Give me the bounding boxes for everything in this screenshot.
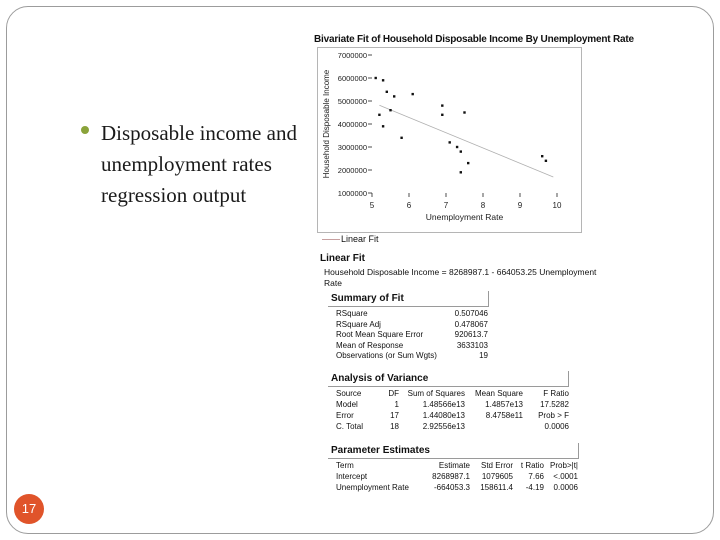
summary-heading: Summary of Fit	[331, 293, 404, 304]
data-point	[393, 95, 395, 97]
x-tick-label: 9	[517, 201, 523, 210]
summary-label: RSquare	[336, 309, 368, 318]
anova-cell: 1.48566e13	[422, 400, 465, 409]
anova-cell: 18	[390, 422, 399, 431]
data-point	[382, 79, 384, 81]
data-point	[456, 146, 458, 148]
anova-header-cell: Mean Square	[474, 389, 523, 398]
y-axis-label: Household Disposable Income	[322, 69, 331, 179]
legend-line-icon	[322, 239, 340, 240]
anova-cell: 17.5282	[540, 400, 569, 409]
x-tick-label: 5	[369, 201, 375, 210]
data-point	[375, 77, 377, 79]
fit-equation-line2: Rate	[324, 278, 342, 288]
data-point	[441, 104, 443, 106]
y-tick-label: 2000000	[337, 166, 367, 175]
params-cell: 1079605	[481, 472, 513, 481]
data-point	[463, 111, 465, 113]
anova-cell: Prob > F	[538, 411, 569, 420]
params-cell: Unemployment Rate	[336, 483, 409, 492]
data-point	[467, 162, 469, 164]
summary-value: 920613.7	[454, 330, 488, 339]
params-cell: 0.0006	[553, 483, 578, 492]
anova-cell: Model	[336, 400, 358, 409]
params-heading: Parameter Estimates	[331, 445, 430, 456]
y-tick-label: 7000000	[337, 51, 367, 60]
summary-label: Observations (or Sum Wgts)	[336, 351, 437, 360]
data-point	[441, 114, 443, 116]
slide-number: 17	[14, 494, 44, 524]
data-point	[449, 141, 451, 143]
chart-title: Bivariate Fit of Household Disposable Income By Unemployment Rate	[314, 34, 634, 45]
summary-value: 0.507046	[454, 309, 488, 318]
x-tick-label: 7	[443, 201, 449, 210]
params-header-cell: Std Error	[480, 461, 513, 470]
summary-value: 19	[479, 351, 488, 360]
params-cell: -4.19	[525, 483, 544, 492]
fit-equation-line1: Household Disposable Income = 8268987.1 - 664053.25 Unemployment	[324, 267, 597, 277]
y-tick-label: 3000000	[337, 143, 367, 152]
data-point	[460, 171, 462, 173]
params-header-cell: Term	[336, 461, 354, 470]
fit-equation	[324, 267, 614, 289]
data-point	[400, 137, 402, 139]
params-header-cell: Prob>|t|	[550, 461, 578, 470]
anova-cell: 2.92556e13	[422, 422, 465, 431]
summary-value: 3633103	[456, 340, 488, 350]
data-point	[382, 125, 384, 127]
anova-header-cell: F Ratio	[543, 389, 569, 398]
params-header-cell: Estimate	[438, 461, 470, 470]
anova-cell: Error	[336, 411, 354, 420]
x-tick-label: 8	[480, 201, 486, 210]
anova-cell: 17	[390, 411, 399, 420]
anova-cell: 1.4857e13	[485, 400, 523, 409]
summary-value: 0.478067	[454, 319, 488, 329]
legend-label: Linear Fit	[341, 234, 379, 244]
y-tick-label: 4000000	[337, 120, 367, 129]
y-tick-label: 1000000	[337, 189, 367, 198]
params-cell: 8268987.1	[432, 472, 470, 481]
summary-label: Mean of Response	[336, 340, 404, 350]
x-axis-label: Unemployment Rate	[425, 212, 504, 222]
x-tick-label: 6	[406, 201, 412, 210]
params-cell: 158611.4	[480, 483, 513, 492]
scatter-plot	[312, 30, 657, 235]
fit-line	[379, 105, 553, 177]
anova-heading: Analysis of Variance	[331, 373, 429, 384]
params-header-cell: t Ratio	[520, 461, 544, 470]
params-cell: 7.66	[528, 472, 544, 481]
y-tick-label: 6000000	[337, 74, 367, 83]
data-point	[386, 91, 388, 93]
anova-cell: 8.4758e11	[485, 411, 523, 420]
data-point	[412, 93, 414, 95]
anova-header-cell: Sum of Squares	[407, 389, 465, 398]
y-tick-label: 5000000	[337, 97, 367, 106]
anova-cell: 1.44080e13	[422, 411, 465, 420]
jmp-output	[312, 30, 657, 500]
summary-label: RSquare Adj	[336, 319, 381, 329]
data-point	[389, 109, 391, 111]
data-point	[541, 155, 543, 157]
bullet-text: Disposable income and unemployment rates regression output	[101, 121, 297, 207]
data-point	[378, 114, 380, 116]
x-tick-label: 10	[552, 201, 562, 210]
anova-cell: 1	[394, 400, 399, 409]
params-cell: Intercept	[336, 472, 368, 481]
data-point	[460, 150, 462, 152]
anova-cell: 0.0006	[544, 422, 569, 431]
summary-label: Root Mean Square Error	[336, 330, 424, 339]
anova-cell: C. Total	[336, 422, 363, 431]
anova-header-cell: DF	[388, 389, 399, 398]
bullet-point	[81, 118, 301, 211]
bullet-dot-icon	[81, 126, 89, 134]
params-cell: -664053.3	[433, 483, 470, 492]
params-cell: <.0001	[553, 472, 578, 481]
data-point	[545, 160, 547, 162]
anova-header-cell: Source	[336, 389, 362, 398]
linear-fit-heading: Linear Fit	[320, 253, 366, 264]
